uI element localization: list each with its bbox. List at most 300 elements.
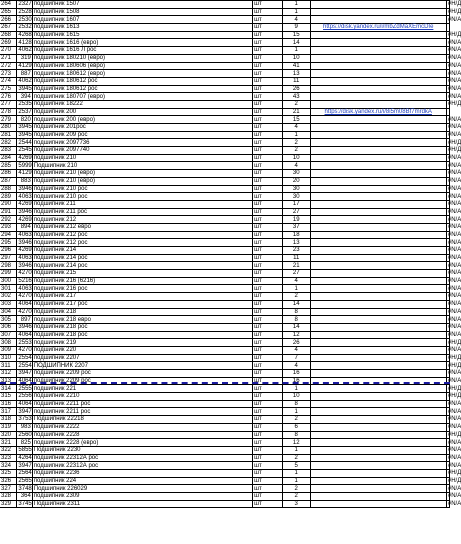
quantity-cell: 14 bbox=[282, 323, 310, 331]
quantity-cell: 8 bbox=[282, 431, 310, 439]
table-row bbox=[0, 208, 450, 216]
item-name-cell: подшипник 180612 рос bbox=[32, 77, 252, 85]
table-row bbox=[0, 39, 450, 47]
unit-cell: шт bbox=[253, 193, 283, 201]
table-row bbox=[0, 469, 450, 477]
quantity-cell: 1 bbox=[282, 469, 310, 477]
item-name-cell: Подшипник 22218 bbox=[32, 416, 252, 424]
quantity-cell: 4 bbox=[282, 277, 310, 285]
item-code-cell: 364 bbox=[17, 493, 32, 501]
table-row bbox=[0, 439, 450, 447]
unit-cell: шт bbox=[253, 385, 283, 393]
item-code-cell: 887 bbox=[17, 70, 32, 78]
item-code-cell: 5855 bbox=[18, 447, 32, 454]
item-code-cell: 3745 bbox=[18, 501, 32, 508]
table-row bbox=[0, 70, 450, 78]
lookup-result-cell: #N/A bbox=[447, 424, 461, 431]
link-cell bbox=[310, 293, 446, 301]
row-number-cell: 266 bbox=[0, 16, 17, 24]
quantity-cell: 8 bbox=[282, 308, 310, 316]
table-row bbox=[0, 346, 450, 354]
lookup-result-cell: #N/A bbox=[447, 278, 461, 285]
item-name-cell: подшипник 180707 (евро) bbox=[32, 93, 252, 101]
row-number-cell: 270 bbox=[0, 47, 17, 55]
row-number-cell: 304 bbox=[0, 308, 17, 316]
item-code-cell: 2535 bbox=[18, 101, 32, 108]
quantity-cell: 10 bbox=[282, 393, 310, 401]
item-code-cell: 4270 bbox=[18, 347, 32, 354]
link-cell bbox=[310, 47, 446, 55]
lookup-result-cell: #N/A bbox=[447, 447, 461, 454]
row-number-cell: 283 bbox=[0, 147, 17, 155]
item-code-cell: 4064 bbox=[18, 331, 32, 338]
table-row bbox=[0, 285, 450, 293]
lookup-result-cell: #N/A bbox=[447, 70, 461, 77]
unit-cell: шт bbox=[253, 139, 283, 147]
lookup-result-cell: #Н/Д bbox=[447, 431, 461, 438]
row-number-cell: 323 bbox=[0, 454, 17, 462]
lookup-result-cell: #N/A bbox=[447, 178, 461, 185]
item-name-cell: Подшипник 2230 bbox=[32, 446, 252, 454]
item-code-cell: 4270 bbox=[18, 308, 32, 315]
unit-cell: шт bbox=[253, 354, 283, 362]
table-row bbox=[0, 485, 450, 493]
unit-cell: шт bbox=[253, 285, 283, 293]
item-name-cell: подшипник 217 рос bbox=[32, 300, 252, 308]
row-number-cell: 291 bbox=[0, 208, 17, 216]
row-number-cell: 285 bbox=[0, 162, 17, 170]
unit-cell: шт bbox=[253, 200, 283, 208]
table-row bbox=[0, 62, 450, 70]
item-code-cell: 4063 bbox=[18, 193, 32, 200]
row-number-cell: 326 bbox=[0, 477, 17, 485]
quantity-cell: 13 bbox=[282, 70, 310, 78]
row-number-cell: 281 bbox=[0, 131, 17, 139]
link-cell bbox=[310, 31, 446, 39]
link-cell bbox=[310, 454, 446, 462]
quantity-cell: 1 bbox=[282, 408, 310, 416]
item-name-cell: подшипник 2209 рос bbox=[32, 370, 252, 378]
table-row bbox=[0, 223, 450, 231]
quantity-cell: 30 bbox=[282, 185, 310, 193]
item-code-cell: 4064 bbox=[18, 401, 32, 408]
quantity-cell: 4 bbox=[282, 124, 310, 132]
lookup-result-cell: #N/A bbox=[447, 401, 461, 408]
link-cell[interactable]: https://disk.yandex.ru/i/mbZdMaXEmcDIe bbox=[310, 24, 446, 32]
unit-cell: шт bbox=[253, 131, 283, 139]
quantity-cell: 2 bbox=[282, 293, 310, 301]
quantity-cell: 11 bbox=[282, 77, 310, 85]
quantity-cell: 10 bbox=[282, 154, 310, 162]
unit-cell: шт bbox=[253, 108, 283, 116]
item-name-cell: подшипник 1616 (евро) bbox=[32, 39, 252, 47]
item-code-cell: 4269 bbox=[18, 247, 32, 254]
row-number-cell: 322 bbox=[0, 446, 17, 454]
item-name-cell: подшипник 1615 bbox=[32, 31, 252, 39]
item-name-cell: подшипник 2211 рос bbox=[32, 400, 252, 408]
row-number-cell: 321 bbox=[0, 439, 17, 447]
item-name-cell: подшипник 1613 bbox=[32, 24, 252, 32]
table-row bbox=[0, 93, 450, 101]
quantity-cell: 13 bbox=[282, 239, 310, 247]
item-code-cell: 4270 bbox=[18, 270, 32, 277]
unit-cell: шт bbox=[253, 124, 283, 132]
quantity-cell: 8 bbox=[282, 316, 310, 324]
quantity-cell: 2 bbox=[282, 100, 310, 108]
row-number-cell: 295 bbox=[0, 239, 17, 247]
quantity-cell: 11 bbox=[282, 254, 310, 262]
lookup-result-cell: #N/A bbox=[447, 324, 461, 331]
quantity-cell: 2 bbox=[282, 493, 310, 501]
table-row bbox=[0, 170, 450, 178]
lookup-result-cell: #N/A bbox=[447, 47, 461, 54]
unit-cell: шт bbox=[253, 85, 283, 93]
unit-cell: шт bbox=[253, 100, 283, 108]
quantity-cell: 15 bbox=[282, 116, 310, 124]
lookup-result-cell: #N/A bbox=[447, 132, 461, 139]
link-cell bbox=[310, 277, 446, 285]
row-number-cell: 272 bbox=[0, 62, 17, 70]
lookup-result-cell: #N/A bbox=[447, 347, 461, 354]
row-number-cell: 303 bbox=[0, 300, 17, 308]
row-number-cell: 292 bbox=[0, 216, 17, 224]
table-row bbox=[0, 362, 450, 370]
unit-cell: шт bbox=[253, 485, 283, 493]
table-row bbox=[0, 85, 450, 93]
link-cell bbox=[310, 154, 446, 162]
link-cell bbox=[310, 16, 446, 24]
row-number-cell: 269 bbox=[0, 39, 17, 47]
row-number-cell: 267 bbox=[0, 24, 17, 32]
quantity-cell: 1 bbox=[282, 285, 310, 293]
link-cell bbox=[310, 147, 446, 155]
unit-cell: шт bbox=[253, 31, 283, 39]
unit-cell: шт bbox=[253, 177, 283, 185]
table-row bbox=[0, 254, 450, 262]
table-row bbox=[0, 431, 450, 439]
table-row bbox=[0, 1, 450, 9]
table-row bbox=[0, 393, 450, 401]
link-cell bbox=[310, 485, 446, 493]
unit-cell: шт bbox=[253, 500, 283, 508]
quantity-cell: 30 bbox=[282, 170, 310, 178]
table-row bbox=[0, 247, 450, 255]
link-cell bbox=[310, 400, 446, 408]
quantity-cell: 41 bbox=[282, 62, 310, 70]
link-cell bbox=[310, 247, 446, 255]
item-code-cell: 2327 bbox=[18, 1, 32, 8]
quantity-cell: 9 bbox=[282, 24, 310, 32]
row-number-cell: 309 bbox=[0, 346, 17, 354]
link-cell bbox=[310, 124, 446, 132]
unit-cell: шт bbox=[253, 462, 283, 470]
unit-cell: шт bbox=[253, 239, 283, 247]
unit-cell: шт bbox=[253, 154, 283, 162]
item-code-cell: 2545 bbox=[18, 147, 32, 154]
row-number-cell: 286 bbox=[0, 170, 17, 178]
lookup-result-cell: #Н/Д bbox=[447, 470, 461, 477]
link-cell bbox=[310, 162, 446, 170]
item-code-cell: 3945 bbox=[18, 124, 32, 131]
link-cell bbox=[310, 477, 446, 485]
quantity-cell: 3 bbox=[282, 500, 310, 508]
row-number-cell: 314 bbox=[0, 385, 17, 393]
unit-cell: шт bbox=[253, 446, 283, 454]
table-row bbox=[0, 124, 450, 132]
unit-cell: шт bbox=[253, 185, 283, 193]
lookup-result-cell: #N/A bbox=[447, 193, 461, 200]
item-code-cell: 4063 bbox=[18, 255, 32, 262]
unit-cell: шт bbox=[253, 393, 283, 401]
link-cell bbox=[310, 323, 446, 331]
unit-cell: шт bbox=[253, 62, 283, 70]
link-cell bbox=[310, 500, 446, 508]
item-name-cell: подшипник 211 рос bbox=[32, 208, 252, 216]
item-code-cell: 5216 bbox=[18, 278, 32, 285]
item-name-cell: подшипник 2209 рос bbox=[32, 377, 252, 385]
item-name-cell: подшипник 210 рос bbox=[32, 185, 252, 193]
lookup-result-cell: #N/A bbox=[447, 331, 461, 338]
table-row bbox=[0, 131, 450, 139]
item-name-cell: подшипник 22312А рос bbox=[32, 454, 252, 462]
unit-cell: шт bbox=[253, 277, 283, 285]
row-number-cell: 294 bbox=[0, 231, 17, 239]
unit-cell: шт bbox=[253, 362, 283, 370]
table-row bbox=[0, 116, 450, 124]
link-cell bbox=[310, 100, 446, 108]
link-cell bbox=[310, 469, 446, 477]
unit-cell: шт bbox=[253, 47, 283, 55]
table-row bbox=[0, 47, 450, 55]
table-row bbox=[0, 154, 450, 162]
table-row bbox=[0, 24, 450, 32]
item-name-cell: подшипник 210 (евро) bbox=[32, 177, 252, 185]
row-number-cell: 318 bbox=[0, 416, 17, 424]
unit-cell: шт bbox=[253, 70, 283, 78]
table-row bbox=[0, 323, 450, 331]
link-cell bbox=[310, 177, 446, 185]
item-code-cell: 2554 bbox=[18, 354, 32, 361]
item-code-cell: 4064 bbox=[18, 378, 32, 385]
unit-cell: шт bbox=[253, 77, 283, 85]
lookup-result-cell: #N/A bbox=[447, 55, 461, 62]
unit-cell: шт bbox=[253, 469, 283, 477]
item-code-cell: 2555 bbox=[18, 385, 32, 392]
unit-cell: шт bbox=[253, 377, 283, 385]
item-code-cell: 2528 bbox=[18, 9, 32, 16]
quantity-cell: 1 bbox=[282, 477, 310, 485]
quantity-cell: 1 bbox=[282, 1, 310, 9]
link-cell bbox=[310, 139, 446, 147]
quantity-cell: 1 bbox=[282, 385, 310, 393]
item-name-cell: подшипник 2236 bbox=[32, 469, 252, 477]
item-code-cell: 2556 bbox=[18, 393, 32, 400]
quantity-cell: 4 bbox=[282, 346, 310, 354]
link-cell bbox=[310, 116, 446, 124]
unit-cell: шт bbox=[253, 370, 283, 378]
link-cell bbox=[310, 70, 446, 78]
table-row bbox=[0, 331, 450, 339]
lookup-result-cell: #Н/Д bbox=[447, 385, 461, 392]
lookup-result-cell: #N/A bbox=[447, 201, 461, 208]
link-cell bbox=[310, 85, 446, 93]
item-code-cell: 4062 bbox=[18, 78, 32, 85]
unit-cell: шт bbox=[253, 262, 283, 270]
lookup-result-cell: #N/A bbox=[447, 239, 461, 246]
quantity-cell: 20 bbox=[282, 177, 310, 185]
link-cell bbox=[310, 346, 446, 354]
table-row bbox=[0, 370, 450, 378]
lookup-result-cell: #N/A bbox=[447, 216, 461, 223]
lookup-result-cell: #Н/Д bbox=[447, 147, 461, 154]
row-number-cell: 311 bbox=[0, 362, 17, 370]
item-code-cell: 4128 bbox=[18, 39, 32, 46]
table-row bbox=[0, 446, 450, 454]
link-cell bbox=[310, 316, 446, 324]
row-number-cell: 264 bbox=[0, 1, 17, 9]
unit-cell: шт bbox=[253, 223, 283, 231]
row-number-cell: 302 bbox=[0, 293, 17, 301]
unit-cell: шт bbox=[253, 24, 283, 32]
row-number-cell: 293 bbox=[0, 223, 17, 231]
quantity-cell: 27 bbox=[282, 270, 310, 278]
lookup-result-cell: #N/A bbox=[447, 16, 461, 23]
item-name-cell: подшипник 221 bbox=[32, 385, 252, 393]
row-number-cell: 324 bbox=[0, 462, 17, 470]
row-number-cell: 284 bbox=[0, 154, 17, 162]
row-number-cell: 325 bbox=[0, 469, 17, 477]
item-code-cell: 3946 bbox=[18, 208, 32, 215]
item-code-cell: 2564 bbox=[18, 470, 32, 477]
item-name-cell: подшипник 220 bbox=[32, 346, 252, 354]
link-cell bbox=[310, 8, 446, 16]
row-number-cell: 282 bbox=[0, 139, 17, 147]
link-cell bbox=[310, 54, 446, 62]
row-number-cell: 310 bbox=[0, 354, 17, 362]
row-number-cell: 268 bbox=[0, 31, 17, 39]
lookup-result-cell: #N/A bbox=[447, 501, 461, 508]
link-cell[interactable]: https://disk.yandex.ru/i/8i5m08Bf7mrdkA bbox=[310, 108, 446, 116]
link-cell bbox=[310, 62, 446, 70]
quantity-cell: 23 bbox=[282, 247, 310, 255]
row-number-cell: 289 bbox=[0, 193, 17, 201]
table-row bbox=[0, 277, 450, 285]
link-cell bbox=[310, 39, 446, 47]
unit-cell: шт bbox=[253, 400, 283, 408]
item-code-cell: 825 bbox=[17, 439, 32, 447]
unit-cell: шт bbox=[253, 408, 283, 416]
unit-cell: шт bbox=[253, 170, 283, 178]
table-row bbox=[0, 293, 450, 301]
unit-cell: шт bbox=[253, 231, 283, 239]
quantity-cell: 21 bbox=[282, 108, 310, 116]
table-row bbox=[0, 454, 450, 462]
lookup-result-cell: #N/A bbox=[447, 378, 461, 385]
link-cell bbox=[310, 231, 446, 239]
item-code-cell: 2537 bbox=[18, 108, 32, 115]
unit-cell: шт bbox=[253, 431, 283, 439]
quantity-cell: 26 bbox=[282, 85, 310, 93]
item-name-cell: подшипник 2097740 bbox=[32, 147, 252, 155]
unit-cell: шт bbox=[253, 116, 283, 124]
quantity-cell: 16 bbox=[282, 370, 310, 378]
item-code-cell: 319 bbox=[17, 54, 32, 62]
quantity-cell: 18 bbox=[282, 231, 310, 239]
quantity-cell: 2 bbox=[282, 416, 310, 424]
lookup-result-cell: #N/A bbox=[447, 485, 461, 492]
row-number-cell: 312 bbox=[0, 370, 17, 378]
item-name-cell: подшипник 215 bbox=[32, 270, 252, 278]
lookup-result-cell: #N/A bbox=[447, 155, 461, 162]
quantity-cell: 6 bbox=[282, 423, 310, 431]
item-code-cell: 3945 bbox=[18, 85, 32, 92]
item-name-cell: подшипник 219 bbox=[32, 339, 252, 347]
item-name-cell: подшипник 200 bbox=[32, 108, 252, 116]
quantity-cell: 1 bbox=[282, 131, 310, 139]
item-code-cell: 4264 bbox=[18, 454, 32, 461]
lookup-result-cell: #Н/Д bbox=[447, 101, 461, 108]
row-number-cell: 273 bbox=[0, 70, 17, 78]
lookup-result-cell: #N/A bbox=[447, 293, 461, 300]
item-name-cell: ПОДШИПНИК 2207 bbox=[32, 362, 252, 370]
item-code-cell: 5999 bbox=[18, 162, 32, 169]
lookup-result-cell: #N/A bbox=[447, 255, 461, 262]
link-cell bbox=[310, 339, 446, 347]
table-row bbox=[0, 493, 450, 501]
quantity-cell: 16 bbox=[282, 377, 310, 385]
table-row bbox=[0, 316, 450, 324]
lookup-result-cell: #Н/Д bbox=[447, 393, 461, 400]
lookup-result-cell: #N/A bbox=[447, 231, 461, 238]
item-code-cell: 2560 bbox=[18, 431, 32, 438]
table-row bbox=[0, 16, 450, 24]
item-code-cell: 2554 bbox=[18, 362, 32, 369]
quantity-cell: 2 bbox=[282, 454, 310, 462]
row-number-cell: 315 bbox=[0, 393, 17, 401]
table-row bbox=[0, 231, 450, 239]
link-cell bbox=[310, 416, 446, 424]
lookup-result-cell: #N/A bbox=[447, 416, 461, 423]
table-row bbox=[0, 477, 450, 485]
item-name-cell: подшипник 1616 Л рос bbox=[32, 47, 252, 55]
item-name-cell: подшипник 212 рос bbox=[32, 231, 252, 239]
quantity-cell: 12 bbox=[282, 331, 310, 339]
lookup-result-cell bbox=[446, 24, 449, 32]
lookup-result-cell: #N/A bbox=[447, 408, 461, 415]
table-row bbox=[0, 31, 450, 39]
lookup-result-cell: #Н/Д bbox=[447, 354, 461, 361]
item-code-cell: 4129 bbox=[18, 62, 32, 69]
row-number-cell: 290 bbox=[0, 200, 17, 208]
item-name-cell: подшипник 209 рос bbox=[32, 131, 252, 139]
unit-cell: шт bbox=[253, 293, 283, 301]
item-code-cell: 4269 bbox=[18, 216, 32, 223]
lookup-result-cell: #N/A bbox=[447, 208, 461, 215]
row-number-cell: 298 bbox=[0, 262, 17, 270]
item-name-cell: Подшипник 210 bbox=[32, 162, 252, 170]
lookup-result-cell: #N/A bbox=[447, 301, 461, 308]
link-cell bbox=[310, 131, 446, 139]
unit-cell: шт bbox=[253, 54, 283, 62]
row-number-cell: 297 bbox=[0, 254, 17, 262]
table-row bbox=[0, 262, 450, 270]
unit-cell: шт bbox=[253, 8, 283, 16]
row-number-cell: 313 bbox=[0, 377, 17, 385]
row-number-cell: 288 bbox=[0, 185, 17, 193]
item-name-cell: подшипник 2097736 bbox=[32, 139, 252, 147]
row-number-cell: 300 bbox=[0, 277, 17, 285]
unit-cell: шт bbox=[253, 247, 283, 255]
